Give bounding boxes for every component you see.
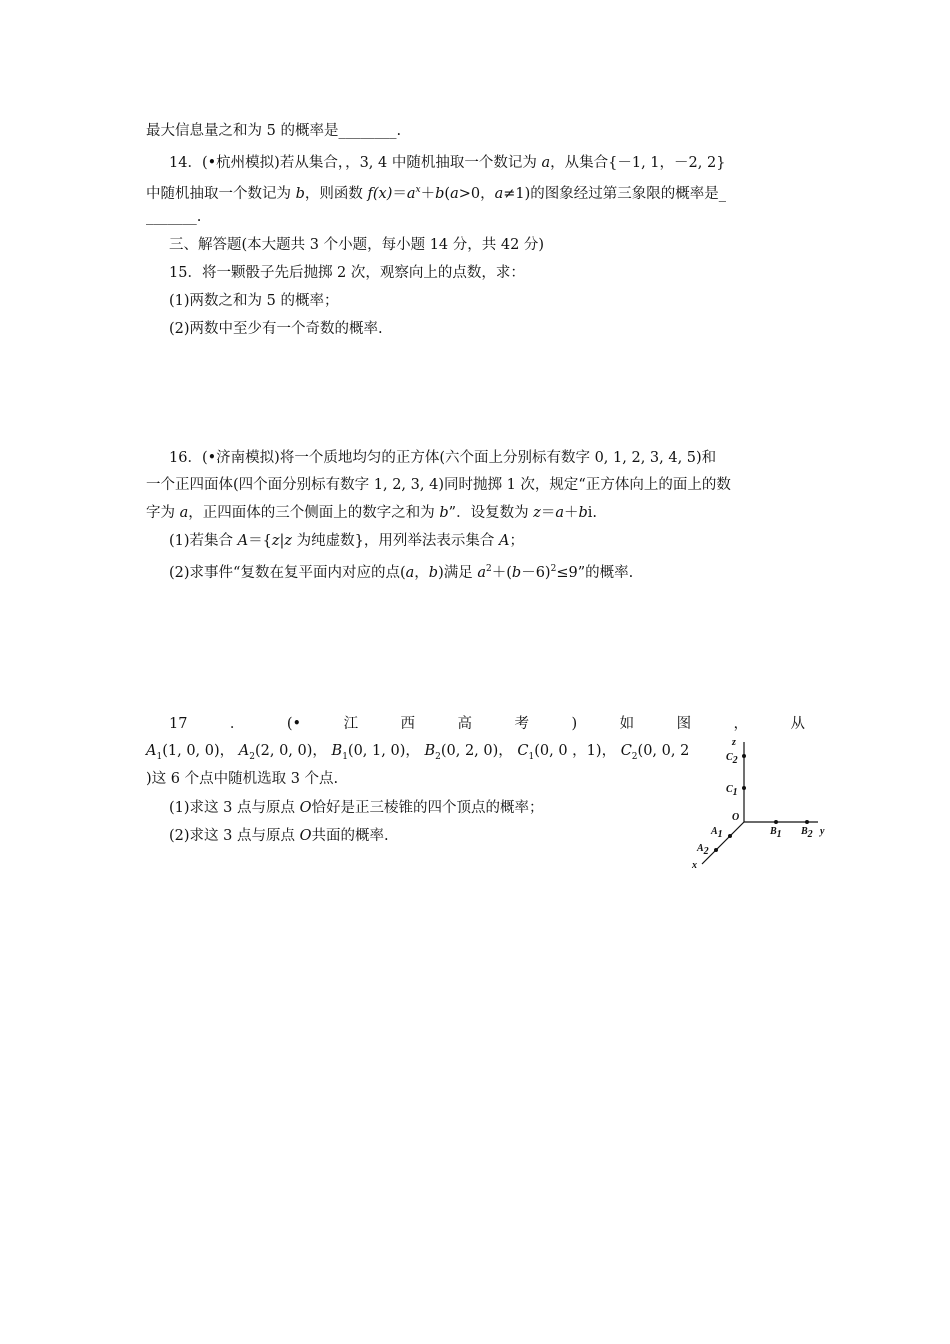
- label-A2: A2: [697, 843, 709, 857]
- q17-part-2: (2)求这 3 点与原点 O共面的概率.: [169, 828, 389, 844]
- point-B2: [805, 820, 809, 824]
- x-axis: [702, 822, 744, 864]
- q16-line-2: 一个正四面体(四个面分别标有数字 1, 2, 3, 4)同时抛掷 1 次，规定“正方体向上的面上的数: [146, 477, 731, 493]
- section-3-title: 三、解答题(本大题共 3 个小题，每小题 14 分，共 42 分): [169, 237, 545, 253]
- point-C2: [742, 754, 746, 758]
- q13-tail: 最大信息量之和为 5 的概率是________.: [146, 123, 402, 139]
- label-B1: B1: [770, 826, 782, 840]
- q14-line-2: 中随机抽取一个数记为 b，则函数 $f(x)=a^x+b(a>0$，a≠1)的图象经过第三象限的概率是_: [146, 185, 727, 202]
- point-A1: [728, 834, 732, 838]
- point-A2: [714, 848, 718, 852]
- coordinate-axes-figure: [690, 734, 840, 874]
- label-O: O: [732, 812, 740, 823]
- q15-stem: 15．将一颗骰子先后抛掷 2 次，观察向上的点数，求：: [169, 265, 525, 281]
- label-C2: C2: [726, 752, 738, 766]
- q15-part-1: (1)两数之和为 5 的概率；: [169, 293, 339, 309]
- q14-line-1: 14．(•杭州模拟)若从集合，，3, 4 中随机抽取一个数记为 a，从集合{－1, 1，－2, 2}: [169, 155, 726, 171]
- point-B1: [774, 820, 778, 824]
- q14-line-3: _______.: [146, 209, 202, 225]
- q17-line-1: 17 ． (• 江 西 高 考 ) 如 图 ， 从: [169, 716, 805, 732]
- q16-part-1: (1)若集合 A＝{z|z 为纯虚数}，用列举法表示集合 A；: [169, 533, 524, 549]
- q16-line-3: 字为 a，正四面体的三个侧面上的数字之和为 b”．设复数为 z＝a＋bi.: [146, 505, 598, 521]
- q17-line-2: $A_1(1$, 0, 0)， $A_2(2$, 0, 0)， $B_1(0$, 1, 0)， $B_2(0$, 2, 0)， $C_1(0$, 0 ，1)， $C_2(0$, 0, 2: [146, 743, 690, 762]
- q16-part-2: (2)求事件“复数在复平面内对应的点(a，b)满足 $a^2+(b-6)^2\le 9$”的概率.: [169, 564, 634, 581]
- label-B2: B2: [801, 826, 813, 840]
- label-C1: C1: [726, 784, 738, 798]
- q17-line-3: )这 6 个点中随机选取 3 个点.: [146, 771, 339, 787]
- label-A1: A1: [711, 826, 723, 840]
- q17-part-1: (1)求这 3 点与原点 O恰好是正三棱锥的四个顶点的概率；: [169, 800, 544, 816]
- label-y: y: [820, 826, 825, 837]
- point-C1: [742, 786, 746, 790]
- q15-part-2: (2)两数中至少有一个奇数的概率.: [169, 321, 383, 337]
- q16-line-1: 16．(•济南模拟)将一个质地均匀的正方体(六个面上分别标有数字 0, 1, 2, 3, 4, 5)和: [169, 450, 717, 466]
- label-z: z: [732, 737, 736, 748]
- label-x: x: [692, 860, 697, 871]
